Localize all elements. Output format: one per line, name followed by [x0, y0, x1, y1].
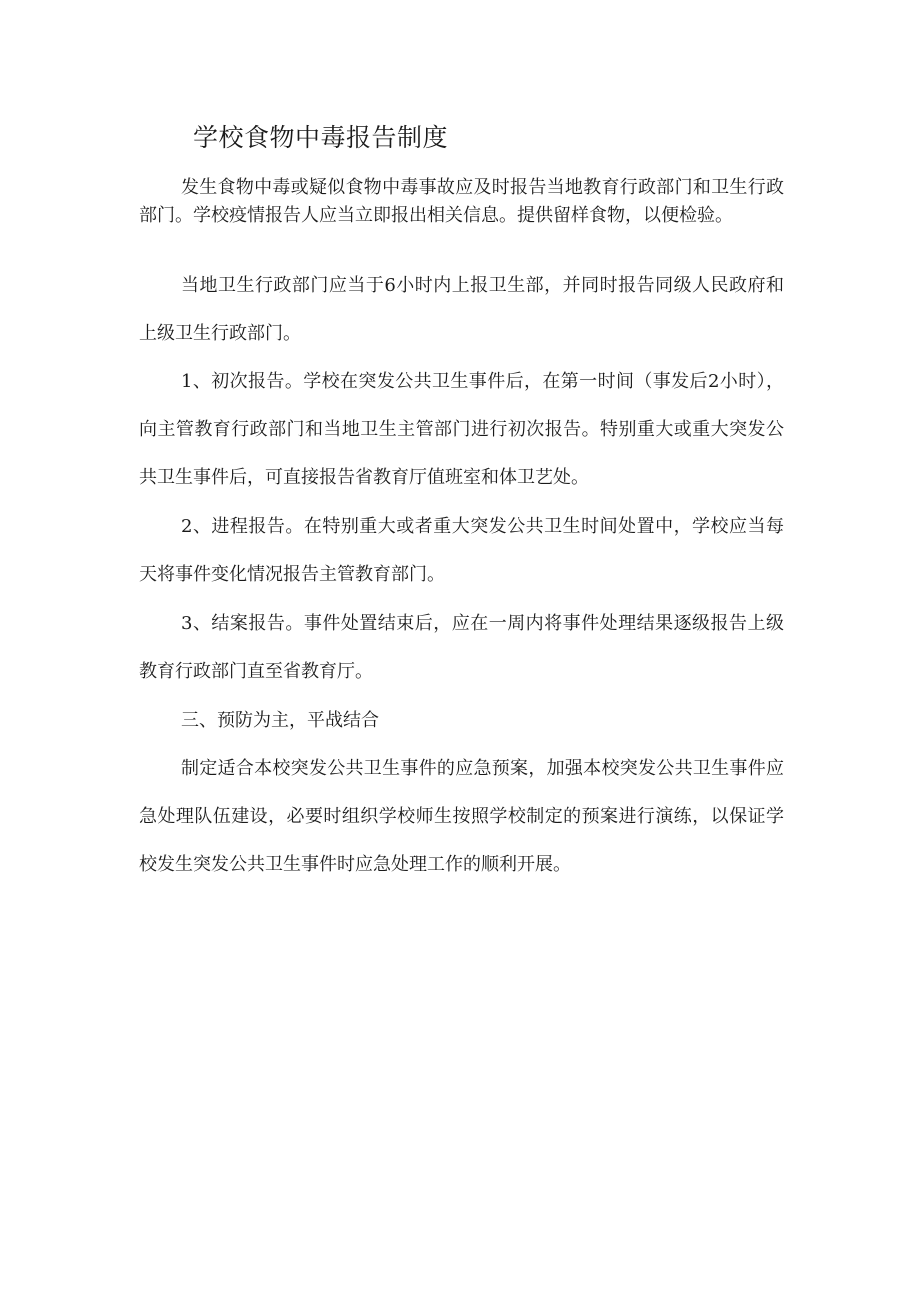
paragraph-closing-report: 3、结案报告。事件处置结束后，应在一周内将事件处理结果逐级报告上级教育行政部门直至省教育厅。	[139, 613, 784, 682]
document-title: 学校食物中毒报告制度	[193, 123, 449, 152]
paragraph-incident-reporting: 发生食物中毒或疑似食物中毒事故应及时报告当地教育行政部门和卫生行政部门。学校疫情报告人应当立即报出相关信息。提供留样食物，以便检验。	[139, 177, 784, 226]
paragraph-health-department-report: 当地卫生行政部门应当于6小时内上报卫生部，并同时报告同级人民政府和上级卫生行政部门。	[139, 275, 784, 344]
paragraph-initial-report: 1、初次报告。学校在突发公共卫生事件后，在第一时间（事发后2小时），向主管教育行政部门和当地卫生主管部门进行初次报告。特别重大或重大突发公共卫生事件后，可直接报告省教育厅值班室和体卫艺处。	[139, 371, 784, 488]
paragraph-emergency-plan: 制定适合本校突发公共卫生事件的应急预案，加强本校突发公共卫生事件应急处理队伍建设，必要时组织学校师生按照学校制定的预案进行演练，以保证学校发生突发公共卫生事件时应急处理工作的顺利开展。	[139, 758, 784, 875]
section-heading-prevention: 三、预防为主，平战结合	[181, 710, 379, 731]
paragraph-progress-report: 2、进程报告。在特别重大或者重大突发公共卫生时间处置中，学校应当每天将事件变化情况报告主管教育部门。	[139, 516, 784, 585]
